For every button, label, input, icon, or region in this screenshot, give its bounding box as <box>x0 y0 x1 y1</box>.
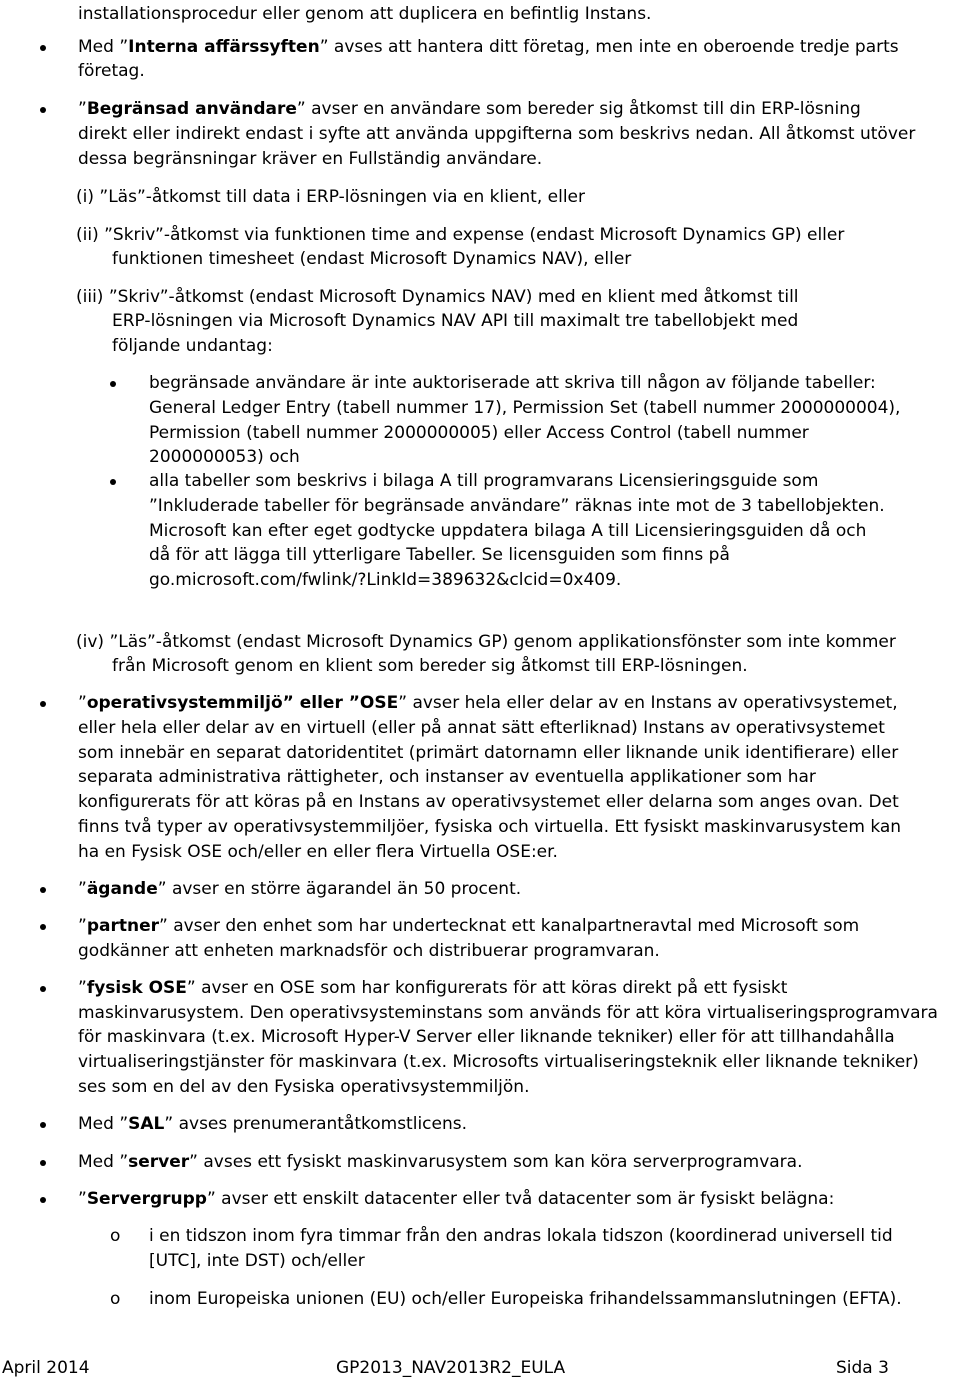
text-line: ”fysisk OSE” avser en OSE som har konfigurerats för att köras direkt på ett fysiskt <box>78 978 788 998</box>
text-line: följande undantag: <box>112 336 273 356</box>
text-line: virtualiseringstjänster för maskinvara (t.ex. Microsofts virtualiseringsteknik eller liknande tekniker) <box>78 1052 919 1072</box>
text-line: godkänner att enheten marknadsför och distribuerar programvaran. <box>78 941 660 961</box>
footer-doc-id: GP2013_NAV2013R2_EULA <box>336 1358 566 1378</box>
bullet-icon <box>40 701 46 707</box>
text-line: eller hela eller delar av en virtuell (eller på annat sätt efterliknad) Instans av operativsystemet <box>78 718 885 738</box>
text-line: Med ”SAL” avses prenumerantåtkomstlicens. <box>78 1114 468 1134</box>
text-line: företag. <box>78 61 145 81</box>
bullet-icon <box>40 1197 46 1203</box>
footer-date: April 2014 <box>2 1358 90 1378</box>
text-line: ”Begränsad användare” avser en användare som bereder sig åtkomst till din ERP-lösning <box>78 99 861 119</box>
bullet-icon <box>40 924 46 930</box>
text-line: ”Servergrupp” avser ett enskilt datacenter eller två datacenter som är fysiskt belägna: <box>78 1189 835 1209</box>
text-line: ”partner” avser den enhet som har undertecknat ett kanalpartneravtal med Microsoft som <box>78 916 860 936</box>
circle-bullet-icon: o <box>110 1289 121 1309</box>
text-line: 2000000053) och <box>149 447 300 467</box>
term-servergrupp: Servergrupp <box>86 1189 207 1209</box>
text-line: Permission (tabell nummer 2000000005) eller Access Control (tabell nummer <box>149 423 809 443</box>
text-line: från Microsoft genom en klient som bereder sig åtkomst till ERP-lösningen. <box>112 656 748 676</box>
text-line: (i) ”Läs”-åtkomst till data i ERP-lösningen via en klient, eller <box>76 187 585 207</box>
text-line: ”ägande” avser en större ägarandel än 50 procent. <box>78 879 522 899</box>
circle-bullet-icon: o <box>110 1226 121 1246</box>
text-line: (iii) ”Skriv”-åtkomst (endast Microsoft Dynamics NAV) med en klient med åtkomst till <box>76 287 799 307</box>
bullet-icon <box>40 1122 46 1128</box>
term-interna: Interna affärssyften <box>128 37 320 57</box>
term-server: server <box>128 1152 190 1172</box>
text-line: då för att lägga till ytterligare Tabeller. Se licensguiden som finns på <box>149 545 730 565</box>
bullet-icon <box>40 887 46 893</box>
text-line: konfigurerats för att köras på en Instans av operativsystemet eller delarna som anges ovan. Det <box>78 792 899 812</box>
text-line: ”operativsystemmiljö” eller ”OSE” avser hela eller delar av en Instans av operativsystemet, <box>78 693 898 713</box>
term-fysisk-ose: fysisk OSE <box>86 978 187 998</box>
text-line: begränsade användare är inte auktoriserade att skriva till någon av följande tabeller: <box>149 373 876 393</box>
term-ose: operativsystemmiljö” eller ”OSE <box>86 693 399 713</box>
text-line: Microsoft kan efter eget godtycke uppdatera bilaga A till Licensieringsguiden då och <box>149 521 867 541</box>
term-begransad: Begränsad användare <box>86 99 297 119</box>
text-line: maskinvarusystem. Den operativsysteminstans som används för att köra virtualiseringsprogramvara <box>78 1003 938 1023</box>
term-sal: SAL <box>128 1114 165 1134</box>
text-line: ha en Fysisk OSE och/eller en eller flera Virtuella OSE:er. <box>78 842 558 862</box>
text-line: i en tidszon inom fyra timmar från den andras lokala tidszon (koordinerad universell tid <box>149 1226 893 1246</box>
text-line: inom Europeiska unionen (EU) och/eller Europeiska frihandelssammanslutningen (EFTA). <box>149 1289 902 1309</box>
text-line: alla tabeller som beskrivs i bilaga A till programvarans Licensieringsguide som <box>149 471 819 491</box>
text-line: installationsprocedur eller genom att duplicera en befintlig Instans. <box>78 4 652 24</box>
text-line: (iv) ”Läs”-åtkomst (endast Microsoft Dynamics GP) genom applikationsfönster som inte kommer <box>76 632 896 652</box>
text-line: separata administrativa rättigheter, och instanser av eventuella applikationer som har <box>78 767 816 787</box>
text-line: [UTC], inte DST) och/eller <box>149 1251 365 1271</box>
text-line: finns två typer av operativsystemmiljöer, fysiska och virtuella. Ett fysiskt maskinvarusystem kan <box>78 817 902 837</box>
bullet-icon <box>40 1160 46 1166</box>
text-line: Med ”Interna affärssyften” avses att hantera ditt företag, men inte en oberoende tredje parts <box>78 37 899 57</box>
bullet-icon <box>110 479 116 485</box>
text-line: Med ”server” avses ett fysiskt maskinvarusystem som kan köra serverprogramvara. <box>78 1152 803 1172</box>
text-line: General Ledger Entry (tabell nummer 17), Permission Set (tabell nummer 2000000004), <box>149 398 901 418</box>
text-line: go.microsoft.com/fwlink/?LinkId=389632&clcid=0x409. <box>149 570 622 590</box>
bullet-icon <box>110 381 116 387</box>
text-line: som innebär en separat datoridentitet (primärt datornamn eller liknande unik identifierare) eller <box>78 743 899 763</box>
term-agande: ägande <box>86 879 158 899</box>
text-line: ”Inkluderade tabeller för begränsade användare” räknas inte mot de 3 tabellobjekten. <box>149 496 885 516</box>
text-line: dessa begränsningar kräver en Fullständig användare. <box>78 149 543 169</box>
text-line: för maskinvara (t.ex. Microsoft Hyper-V Server eller liknande tekniker) eller för att tillhandahålla <box>78 1027 895 1047</box>
bullet-icon <box>40 986 46 992</box>
text-line: funktionen timesheet (endast Microsoft Dynamics NAV), eller <box>112 249 632 269</box>
text-line: ses som en del av den Fysiska operativsystemmiljön. <box>78 1077 530 1097</box>
text-line: ERP-lösningen via Microsoft Dynamics NAV API till maximalt tre tabellobjekt med <box>112 311 799 331</box>
term-partner: partner <box>86 916 159 936</box>
bullet-icon <box>40 45 46 51</box>
footer-page-number: Sida 3 <box>836 1358 889 1378</box>
bullet-icon <box>40 107 46 113</box>
text-line: direkt eller indirekt endast i syfte att använda uppgifterna som beskrivs nedan. All åtkomst utöver <box>78 124 916 144</box>
text-line: (ii) ”Skriv”-åtkomst via funktionen time and expense (endast Microsoft Dynamics GP) eller <box>76 225 845 245</box>
